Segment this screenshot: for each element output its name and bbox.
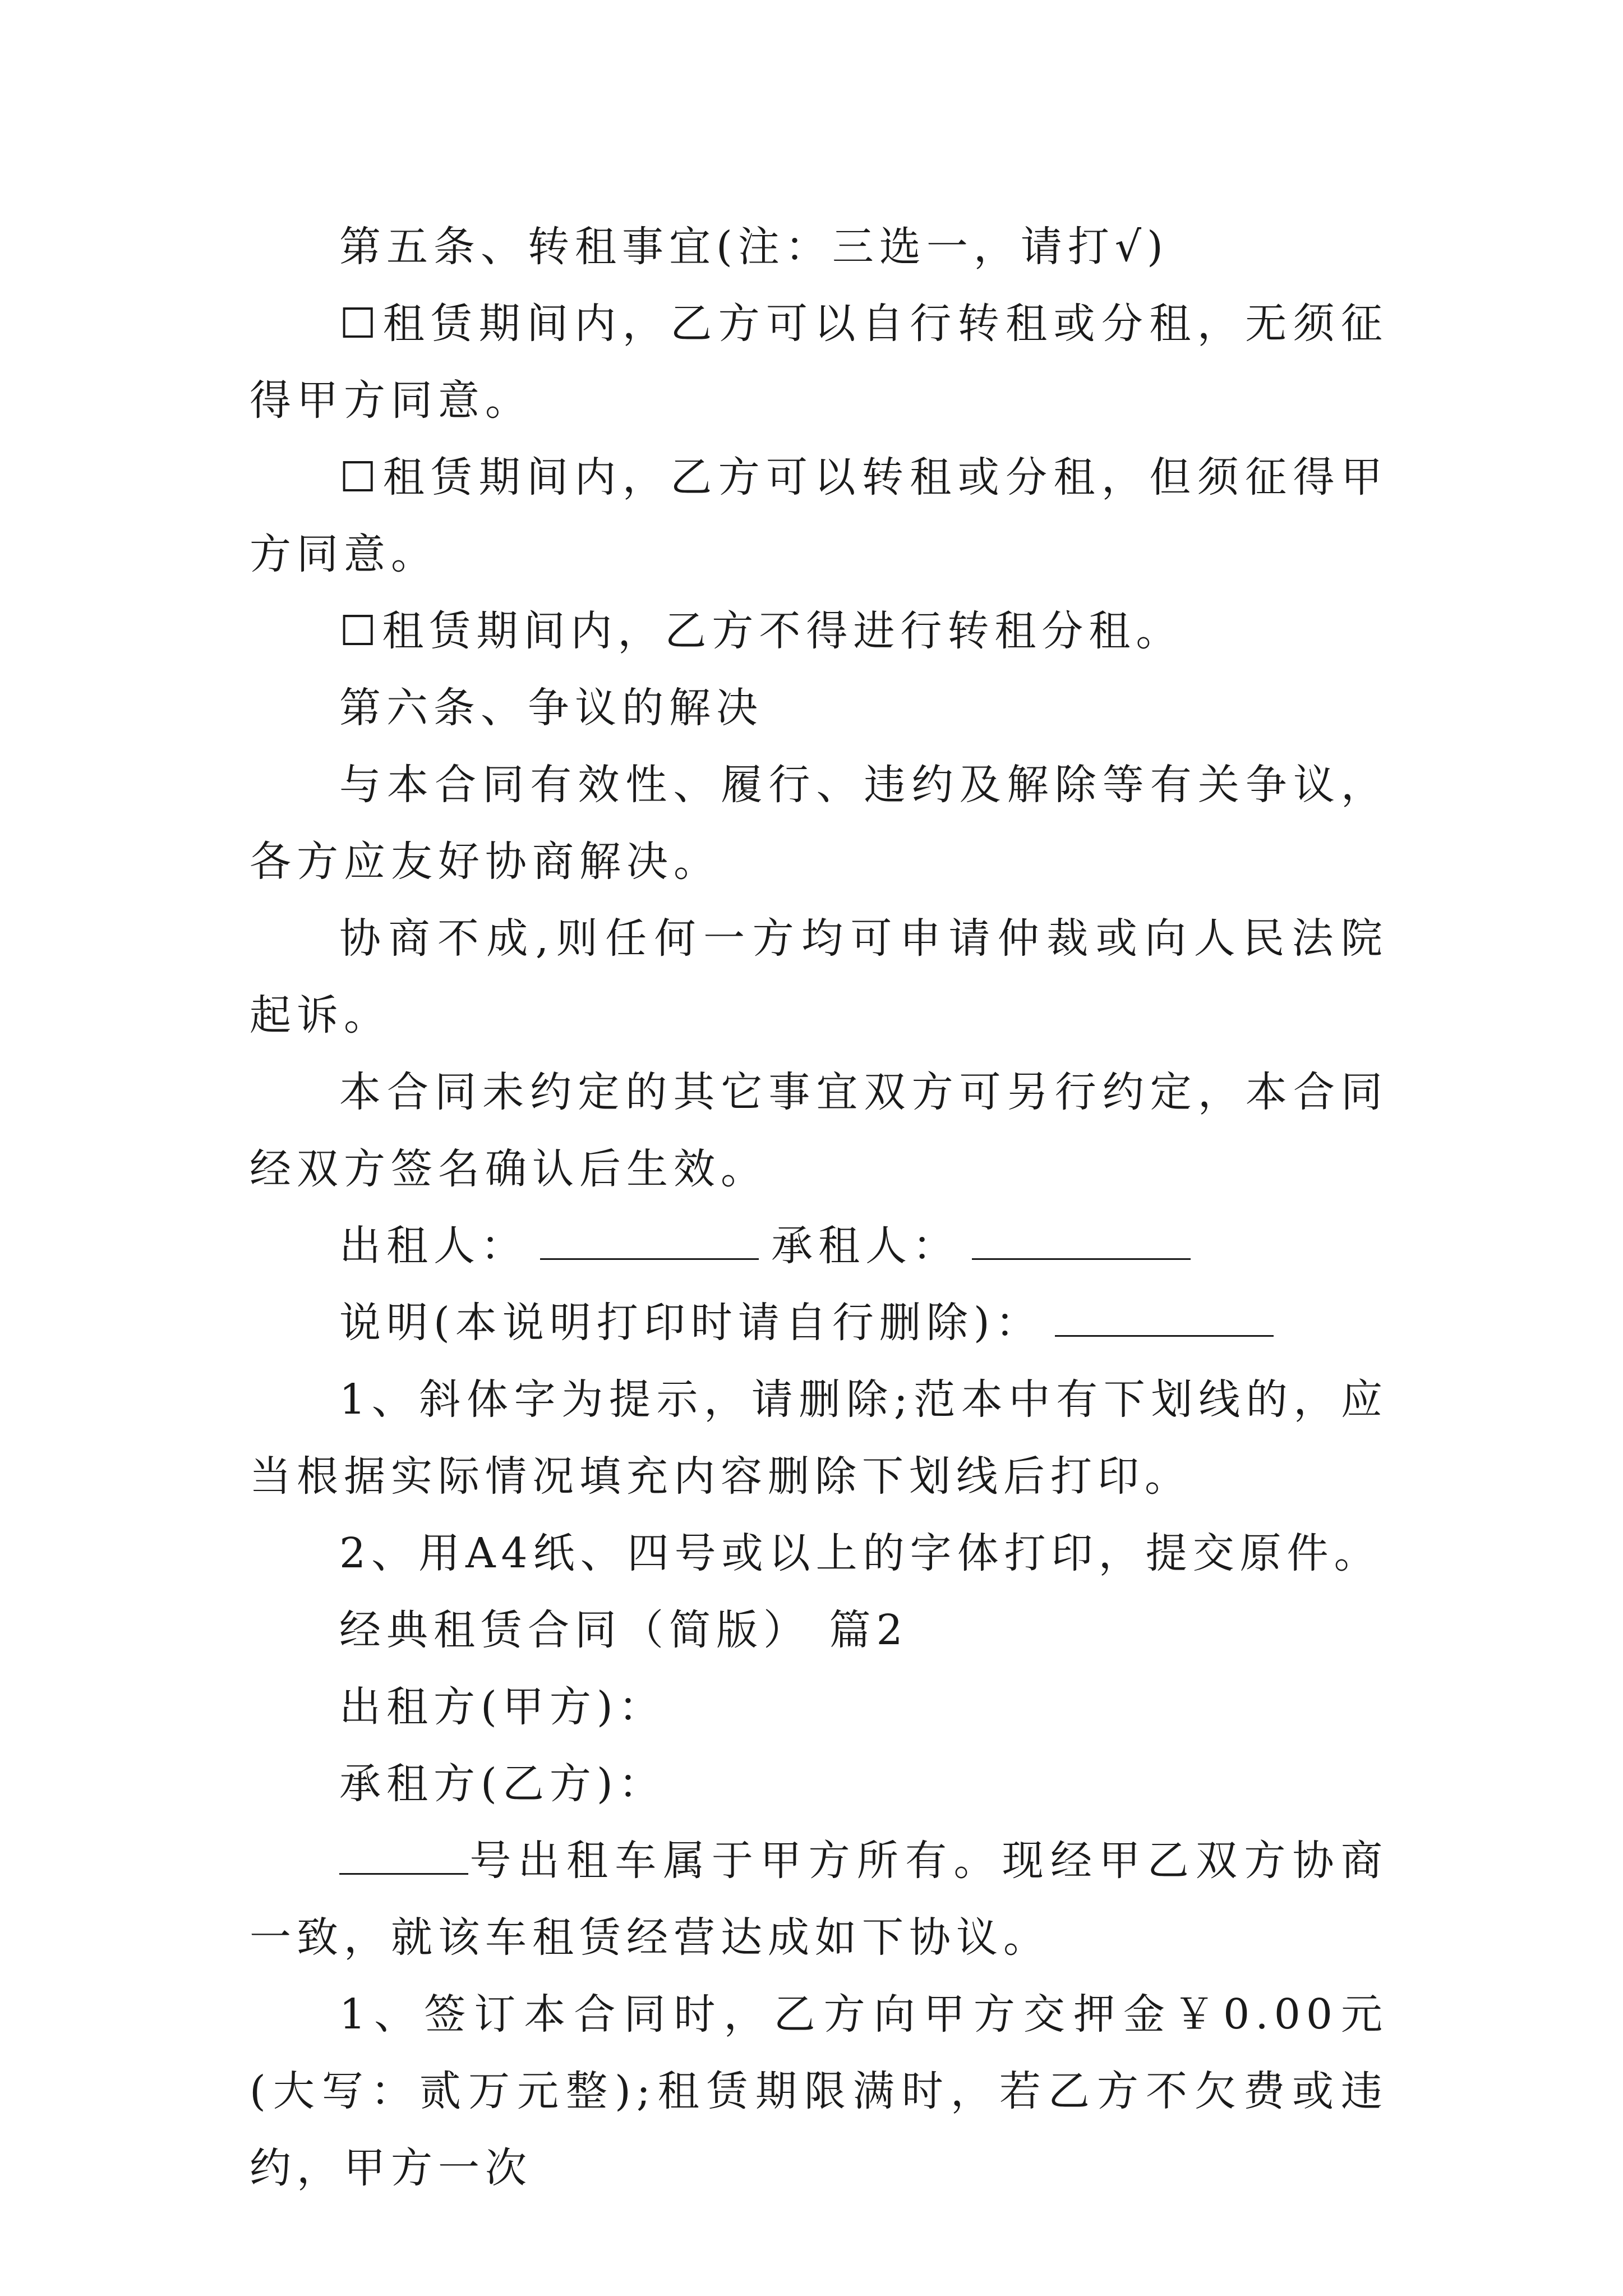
lessor-label: 出租人： [339, 1222, 528, 1270]
deposit-clause: 1、签订本合同时，乙方向甲方交押金￥0.00元(大写：贰万元整);租赁期限满时，若乙方不欠费或违约，甲方一次 [250, 1990, 1388, 2192]
sublease-option-3: ☐租赁期间内，乙方不得进行转租分租。 [339, 607, 1183, 655]
note-row [250, 1285, 1388, 1361]
article-5-heading: 第五条、转租事宜(注：三选一，请打√) [339, 223, 1169, 271]
taxi-number-blank [339, 1839, 468, 1875]
note-item-2: 2、用A4纸、四号或以上的字体打印，提交原件。 [339, 1529, 1381, 1577]
party-a-line: 出租方(甲方)： [339, 1683, 666, 1731]
note-blank [1055, 1301, 1274, 1337]
contract-2-title: 经典租赁合同（简版） 篇2 [339, 1606, 909, 1654]
sublease-option-2: ☐租赁期间内，乙方可以转租或分租，但须征得甲方同意。 [250, 453, 1388, 578]
dispute-paragraph: 与本合同有效性、履行、违约及解除等有关争议，各方应友好协商解决。 [250, 761, 1388, 886]
party-b-line: 承租方(乙方)： [339, 1760, 666, 1808]
article-6-heading: 第六条、争议的解决 [339, 684, 763, 732]
arbitration-paragraph: 协商不成,则任何一方均可申请仲裁或向人民法院起诉。 [250, 914, 1388, 1039]
effectiveness-paragraph: 本合同未约定的其它事宜双方可另行约定，本合同经双方签名确认后生效。 [250, 1068, 1388, 1193]
document-body [250, 209, 1388, 2207]
sublease-option-1: ☐租赁期间内，乙方可以自行转租或分租，无须征得甲方同意。 [250, 300, 1388, 425]
lessor-signature-blank [540, 1225, 759, 1260]
note-item-1: 1、斜体字为提示，请删除;范本中有下划线的，应当根据实际情况填充内容删除下划线后打印。 [250, 1375, 1388, 1501]
taxi-ownership-text: 号出租车属于甲方所有。现经甲乙双方协商一致，就该车租赁经营达成如下协议。 [250, 1837, 1388, 1962]
taxi-ownership-paragraph [250, 1823, 1388, 1976]
lessee-label: 承租人： [771, 1222, 960, 1270]
lessee-signature-blank [972, 1225, 1191, 1260]
signature-row [250, 1208, 1388, 1285]
note-label: 说明(本说明打印时请自行删除)： [339, 1299, 1043, 1347]
